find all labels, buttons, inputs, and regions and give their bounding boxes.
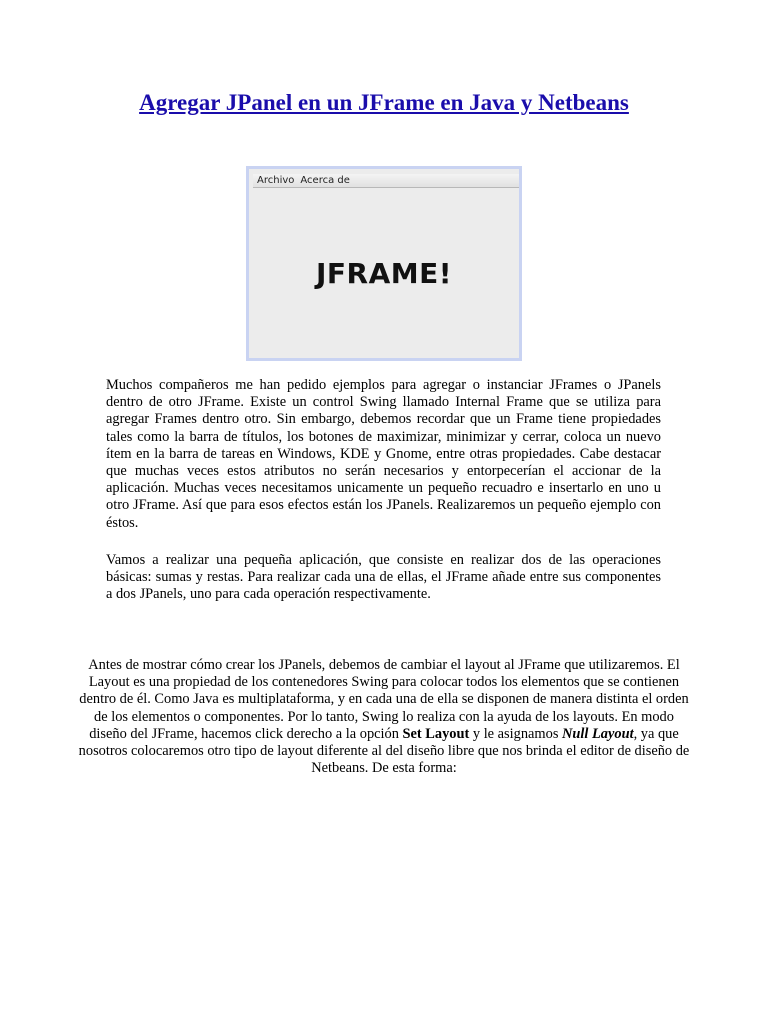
jframe-label: JFRAME! <box>315 257 453 290</box>
paragraph-layout-part2: y le asignamos <box>469 725 563 742</box>
paragraph-example: Vamos a realizar una pequeña aplicación, que consiste en realizar dos de las operaciones básicas: sumas y restas. Para realizar cada una de ellas, el JFrame añade entre sus componentes a dos JPanels, uno para cada operación respectivamente. <box>106 552 661 603</box>
paragraph-intro: Muchos compañeros me han pedido ejemplos para agregar o instanciar JFrames o JPanels dentro de otro JFrame. Existe un control Swing llamado Internal Frame que se utiliza para agregar Frames dentro otro. Sin embargo, debemos recordar que un Frame tiene propiedades tales como la barra de títulos, los botones de maximizar, minimizar y cerrar, coloca un nuevo ítem en la barra de tareas en Windows, KDE y Gnome, entre otras propiedades. Cabe destacar que muchas veces estos atributos no serán necesarios y entorpecerían el accionar de la aplicación. Muchas veces necesitamos unicamente un pequeño recuadro e insertarlo en uno u otro JFrame. Así que para esos efectos están los JPanels. Realizaremos un pequeño ejemplo con éstos. <box>106 377 661 531</box>
null-layout-text: Null Layout <box>562 725 634 742</box>
paragraph-layout <box>76 657 692 777</box>
frame-menubar <box>253 174 519 188</box>
jframe-screenshot <box>246 166 522 361</box>
document-title[interactable]: Agregar JPanel en un JFrame en Java y Netbeans <box>139 90 629 115</box>
set-layout-text: Set Layout <box>402 725 470 742</box>
paragraph-layout-part1: Antes de mostrar cómo crear los JPanels, debemos de cambiar el layout al JFrame que utilizaremos. El Layout es una propiedad de los contenedores Swing para colocar todos los elementos que se contienen dentro de él. Como Java es multiplataforma, y en cada una de ella se disponen de manera distinta el orden de los elementos o componentes. Por lo tanto, Swing lo realiza con la ayuda de los layouts. En modo diseño del JFrame, hacemos click derecho a la opción <box>79 657 689 742</box>
paragraph-layout-part3: , ya que nosotros colocaremos otro tipo de layout diferente al del diseño libre que nos brinda el editor de diseño de Netbeans. De esta forma: <box>78 725 690 777</box>
menu-acerca-de: Acerca de <box>300 175 350 186</box>
menu-archivo: Archivo <box>257 175 295 186</box>
